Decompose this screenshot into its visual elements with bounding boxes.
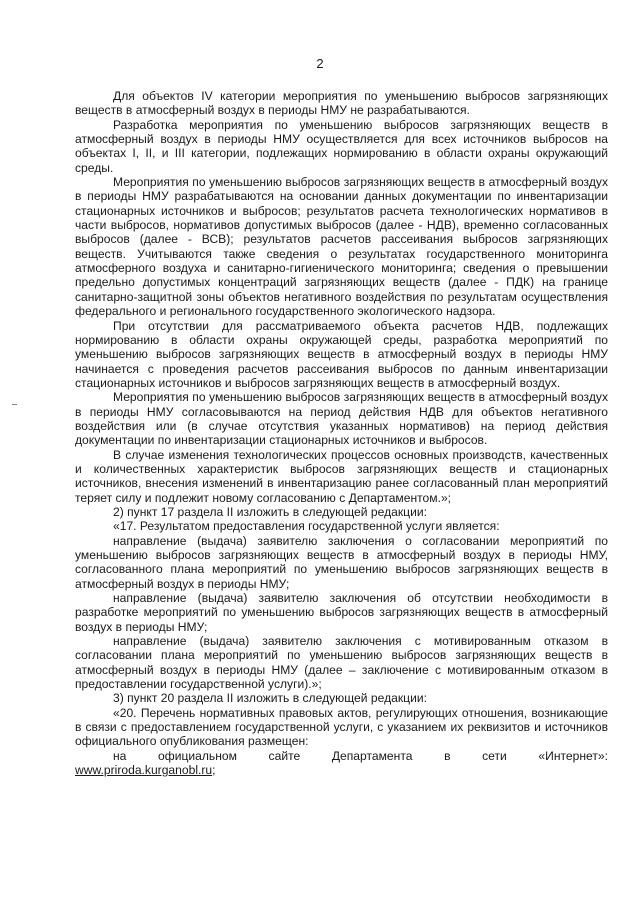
paragraph-result-no-need: направление (выдача) заявителю заключения об отсутствии необходимости в разработке мероприятий по уменьшению выбросов загрязняющих веществ в атмосферный воздух в периоды НМУ; <box>75 591 608 634</box>
paragraph-changes-in-processes: В случае изменения технологических процессов основных производств, качественных и количественных характеристик выбросов загрязняющих веществ и стационарных источников, внесения изменений в инвентаризацию ранее согласованный план мероприятий теряет силу и подлежит новому согласованию с Департаментом.»; <box>75 447 608 505</box>
paragraph-result-refusal: направление (выдача) заявителю заключения с мотивированным отказом в согласовании плана мероприятий по уменьшению выбросов загрязняющих веществ в атмосферный воздух в периоды НМУ (далее – заключение с мотивированным отказом в предоставлении государственной услуги).»; <box>75 634 608 692</box>
paragraph-basis-of-measures: Мероприятия по уменьшению выбросов загрязняющих веществ в атмосферный воздух в периоды НМУ разрабатываются на основании данных документации по инвентаризации стационарных источников и выбросов; результатов расчета технологических нормативов в части выбросов, нормативов допустимых выбросов (далее - НДВ), временно согласованных выбросов (далее - ВСВ); результатов расчетов рассеивания выбросов загрязняющих веществ. Учитываются также сведения о результатах государственного мониторинга атмосферного воздуха и санитарно-гигиенического мониторинга; сведения о превышении предельно допустимых концентраций загрязняющих веществ (далее - ПДК) на границе санитарно-защитной зоны объектов негативного воздействия по результатам осуществления федерального и регионального государственного экологического надзора. <box>75 175 608 319</box>
paragraph-categories-i-iii: Разработка мероприятия по уменьшению выбросов загрязняющих веществ в атмосферный воздух в периоды НМУ осуществляется для всех источников выбросов на объектах I, II, и III категории, подлежащих нормированию в области охраны окружающий среды. <box>75 117 608 175</box>
page-number: 2 <box>316 56 324 71</box>
paragraph-clause-20: «20. Перечень нормативных правовых актов, регулирующих отношения, возникающие в связи с предоставлением государственной услуги, с указанием их реквизитов и источников официального опубликования размещен: <box>75 705 608 749</box>
paragraph-result-approval: направление (выдача) заявителю заключения о согласовании мероприятий по уменьшению выбросов загрязняющих веществ в атмосферный воздух в периоды НМУ, согласованного плана мероприятий по уменьшению выбросов загрязняющих веществ в атмосферный воздух в периоды НМУ; <box>75 533 608 591</box>
official-site-link[interactable]: www.priroda.kurganobl.ru <box>75 763 213 778</box>
paragraph-official-site <box>75 749 608 763</box>
official-site-text: на официальном сайте Департамента в сети «Интернет»: <box>113 748 608 763</box>
paragraph-category-iv: Для объектов IV категории мероприятия по уменьшению выбросов загрязняющих веществ в атмосферный воздух в периоды НМУ не разрабатываются. <box>75 89 608 118</box>
link-suffix: ; <box>212 763 216 778</box>
paragraph-clause-17: «17. Результатом предоставления государственной услуги является: <box>113 519 500 534</box>
paragraph-site-link <box>75 763 608 777</box>
margin-mark <box>12 404 17 405</box>
paragraph-item-3: 3) пункт 20 раздела II изложить в следующей редакции: <box>113 691 427 706</box>
document-body <box>75 89 608 778</box>
paragraph-item-2: 2) пункт 17 раздела II изложить в следующей редакции: <box>113 504 427 519</box>
paragraph-no-ndv-calculations: При отсутствии для рассматриваемого объекта расчетов НДВ, подлежащих нормированию в области охраны окружающей среды, разработка мероприятий по уменьшению выбросов загрязняющих веществ в атмосферный воздух в периоды НМУ начинается с проведения расчетов рассеивания выбросов по данным инвентаризации стационарных источников и выбросов загрязняющих веществ в атмосферный воздух. <box>75 318 608 390</box>
paragraph-approval-period: Мероприятия по уменьшению выбросов загрязняющих веществ в атмосферный воздух в периоды НМУ согласовываются на период действия НДВ для объектов негативного воздействия или (в случае отсутствия указанных нормативов) на период действия документации по инвентаризации стационарных источников и выбросов. <box>75 390 608 448</box>
